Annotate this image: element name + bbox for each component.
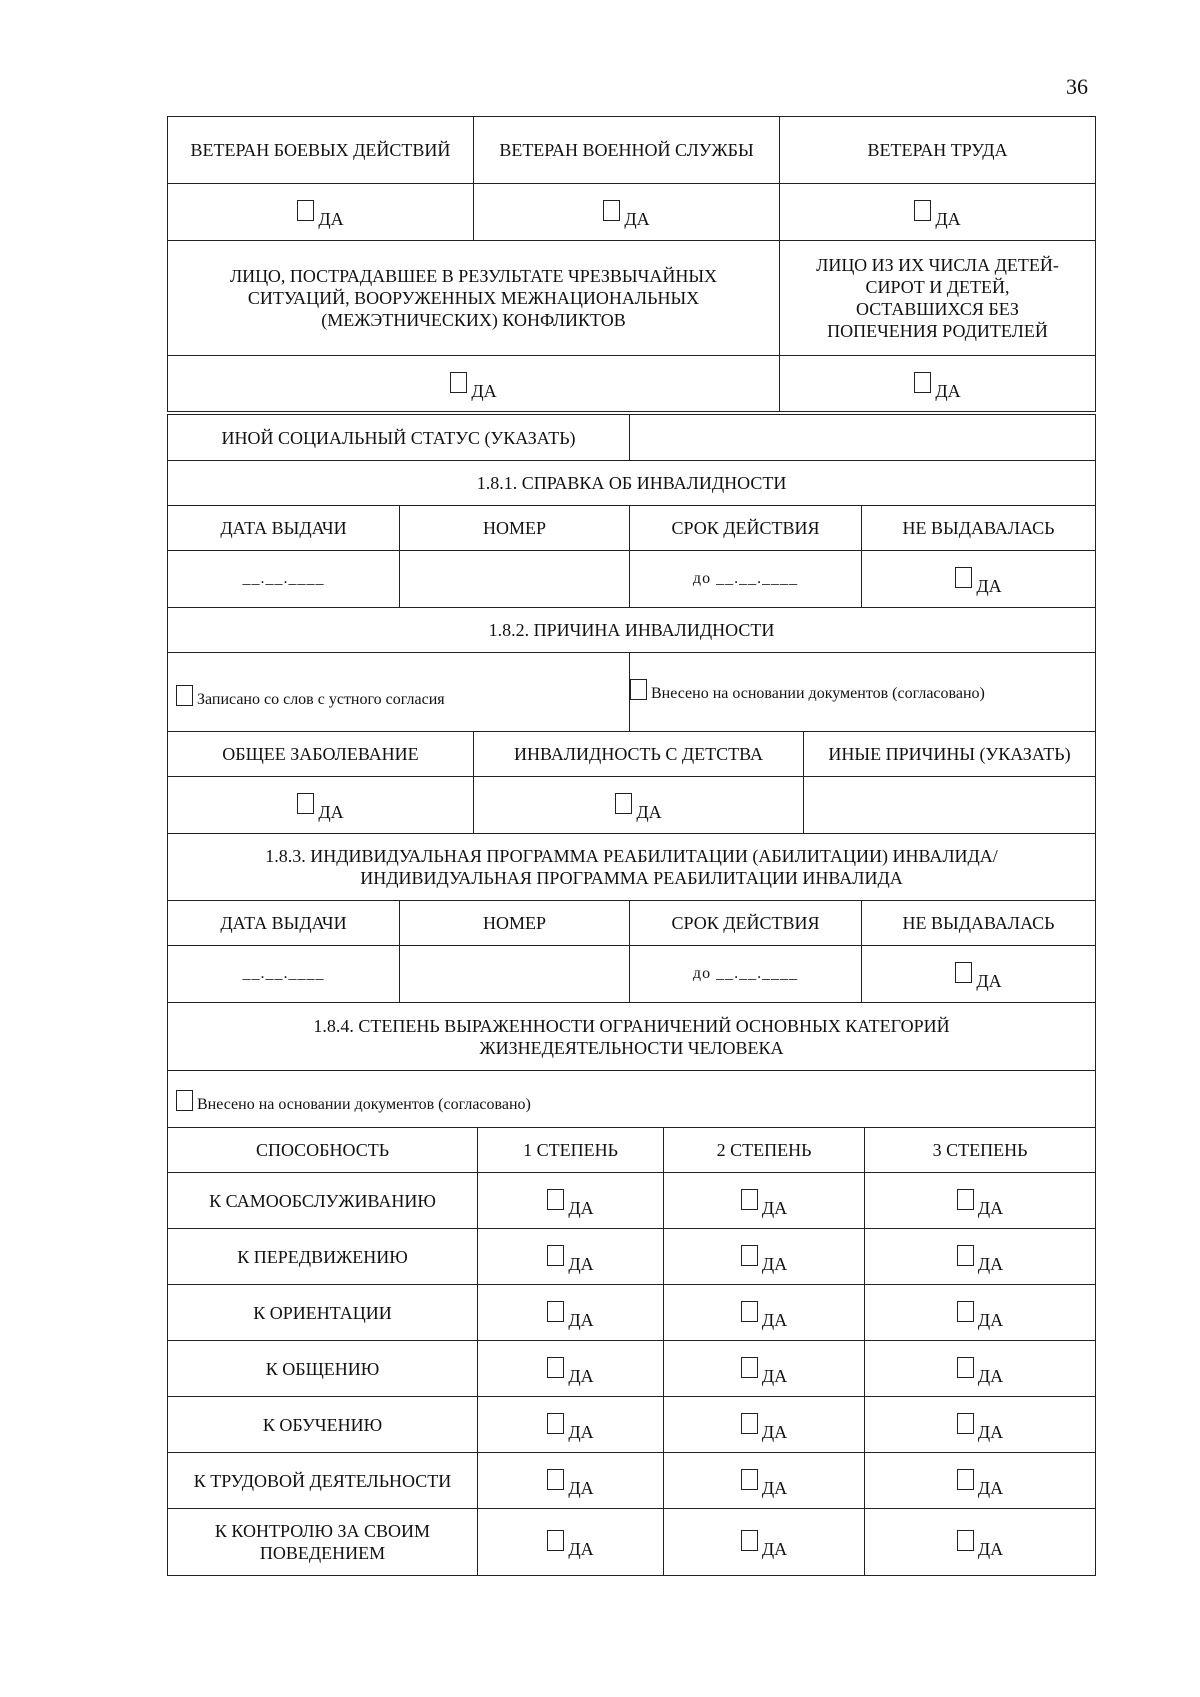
degree-3-checkbox[interactable] [957,1357,974,1378]
yes-label: ДА [977,1477,1004,1498]
degree-2-checkbox[interactable] [741,1413,758,1434]
ability-label: К ТРУДОВОЙ ДЕЯТЕЛЬНОСТИ [168,1453,478,1509]
table-row [168,1341,1096,1397]
veteran-labor-checkbox[interactable] [914,200,931,221]
program-col-date: ДАТА ВЫДАЧИ [168,901,400,946]
yes-label: ДА [761,1477,788,1498]
degree-1-checkbox[interactable] [547,1469,564,1490]
yes-label: ДА [977,1197,1004,1218]
limitations-header-table [167,1002,1096,1128]
rehab-program-table [167,833,1096,1003]
orphans-checkbox[interactable] [914,372,931,393]
degree-2-checkbox[interactable] [741,1301,758,1322]
verbal-consent-checkbox[interactable] [176,685,193,706]
program-not-issued-checkbox[interactable] [955,962,972,983]
cert-validity-field[interactable]: до __.__.____ [630,551,862,608]
table-row [168,1285,1096,1341]
other-causes-field[interactable] [804,777,1096,834]
cert-number-field[interactable] [400,551,630,608]
yes-label: ДА [761,1421,788,1442]
yes-label: ДА [624,209,650,229]
degree-2-checkbox[interactable] [741,1469,758,1490]
table-row [168,1509,1096,1576]
degree-3-checkbox[interactable] [957,1530,974,1551]
limits-col-degree-1: 1 СТЕПЕНЬ [478,1128,664,1173]
degree-3-checkbox[interactable] [957,1189,974,1210]
degree-2-checkbox[interactable] [741,1245,758,1266]
degree-3-checkbox[interactable] [957,1469,974,1490]
certificate-section-title: 1.8.1. СПРАВКА ОБ ИНВАЛИДНОСТИ [168,461,1096,506]
ability-label: К ОБЩЕНИЮ [168,1341,478,1397]
cert-col-not-issued: НЕ ВЫДАВАЛАСЬ [862,506,1096,551]
cert-col-date: ДАТА ВЫДАЧИ [168,506,400,551]
yes-label: ДА [976,576,1002,596]
cause-section-title: 1.8.2. ПРИЧИНА ИНВАЛИДНОСТИ [168,608,1096,653]
degree-1-checkbox[interactable] [547,1245,564,1266]
yes-label: ДА [568,1539,594,1559]
disability-cause-table [167,731,1096,834]
degree-1-checkbox[interactable] [547,1530,564,1551]
yes-label: ДА [976,971,1002,991]
program-date-field[interactable]: __.__.____ [168,946,400,1003]
veteran-combat-label: ВЕТЕРАН БОЕВЫХ ДЕЙСТВИЙ [168,117,474,184]
limitations-section-title: 1.8.4. СТЕПЕНЬ ВЫРАЖЕННОСТИ ОГРАНИЧЕНИЙ ОСНОВНЫХ КАТЕГОРИЙ ЖИЗНЕДЕЯТЕЛЬНОСТИ ЧЕЛОВЕКА [168,1003,1096,1071]
documents-consent-checkbox[interactable] [630,679,647,700]
cert-col-number: НОМЕР [400,506,630,551]
yes-label: ДА [977,1253,1004,1274]
veteran-military-checkbox[interactable] [603,200,620,221]
yes-label: ДА [761,1365,788,1386]
social-status-table [167,116,1096,412]
veteran-labor-label: ВЕТЕРАН ТРУДА [780,117,1096,184]
veteran-military-label: ВЕТЕРАН ВОЕННОЙ СЛУЖБЫ [474,117,780,184]
other-status-label: ИНОЙ СОЦИАЛЬНЫЙ СТАТУС (УКАЗАТЬ) [168,415,630,461]
program-number-field[interactable] [400,946,630,1003]
emergency-victim-checkbox[interactable] [450,372,467,393]
yes-label: ДА [935,380,961,401]
yes-label: ДА [568,1477,594,1498]
yes-label: ДА [568,1197,594,1218]
emergency-victim-label: ЛИЦО, ПОСТРАДАВШЕЕ В РЕЗУЛЬТАТЕ ЧРЕЗВЫЧАЙНЫХ СИТУАЦИЙ, ВООРУЖЕННЫХ МЕЖНАЦИОНАЛЬНЫХ (МЕЖЭТНИЧЕСКИХ) КОНФЛИКТОВ [168,241,780,356]
table-row [168,1173,1096,1229]
cause-col-since-childhood: ИНВАЛИДНОСТЬ С ДЕТСТВА [474,732,804,777]
program-col-number: НОМЕР [400,901,630,946]
degree-3-checkbox[interactable] [957,1301,974,1322]
yes-label: ДА [568,1309,594,1330]
yes-label: ДА [568,1253,594,1274]
ability-label: К ПЕРЕДВИЖЕНИЮ [168,1229,478,1285]
verbal-consent-label: Записано со слов с устного согласия [197,691,445,708]
yes-label: ДА [568,1365,594,1386]
cause-col-general-disease: ОБЩЕЕ ЗАБОЛЕВАНИЕ [168,732,474,777]
documents-consent-label: Внесено на основании документов (согласовано) [651,685,985,702]
yes-label: ДА [977,1365,1004,1386]
limitations-documents-label: Внесено на основании документов (согласовано) [197,1096,531,1113]
program-col-validity: СРОК ДЕЙСТВИЯ [630,901,862,946]
since-childhood-checkbox[interactable] [615,793,632,814]
limits-col-degree-2: 2 СТЕПЕНЬ [664,1128,865,1173]
table-row [168,1229,1096,1285]
ability-label: К КОНТРОЛЮ ЗА СВОИМ ПОВЕДЕНИЕМ [168,1509,478,1576]
program-col-not-issued: НЕ ВЫДАВАЛАСЬ [862,901,1096,946]
yes-label: ДА [977,1421,1004,1442]
yes-label: ДА [471,380,497,401]
cert-col-validity: СРОК ДЕЙСТВИЯ [630,506,862,551]
degree-2-checkbox[interactable] [741,1530,758,1551]
orphans-label: ЛИЦО ИЗ ИХ ЧИСЛА ДЕТЕЙ-СИРОТ И ДЕТЕЙ, ОСТАВШИХСЯ БЕЗ ПОПЕЧЕНИЯ РОДИТЕЛЕЙ [780,241,1096,356]
yes-label: ДА [977,1539,1004,1559]
general-disease-checkbox[interactable] [297,793,314,814]
yes-label: ДА [761,1309,788,1330]
program-validity-field[interactable]: до __.__.____ [630,946,862,1003]
yes-label: ДА [977,1309,1004,1330]
yes-label: ДА [761,1539,788,1559]
other-status-input[interactable] [630,415,1096,461]
yes-label: ДА [761,1253,788,1274]
degree-1-checkbox[interactable] [547,1413,564,1434]
degree-1-checkbox[interactable] [547,1357,564,1378]
degree-1-checkbox[interactable] [547,1301,564,1322]
degree-1-checkbox[interactable] [547,1189,564,1210]
cert-not-issued-checkbox[interactable] [955,567,972,588]
table-row [168,1453,1096,1509]
ability-label: К ОРИЕНТАЦИИ [168,1285,478,1341]
yes-label: ДА [935,209,961,229]
limitations-table [167,1127,1096,1576]
cause-col-other: ИНЫЕ ПРИЧИНЫ (УКАЗАТЬ) [804,732,1096,777]
other-status-table [167,414,1096,461]
ability-label: К САМООБСЛУЖИВАНИЮ [168,1173,478,1229]
limits-col-degree-3: 3 СТЕПЕНЬ [865,1128,1096,1173]
limitations-documents-checkbox[interactable] [176,1090,193,1111]
yes-label: ДА [318,209,344,229]
degree-2-checkbox[interactable] [741,1357,758,1378]
ability-label: К ОБУЧЕНИЮ [168,1397,478,1453]
cert-date-field[interactable]: __.__.____ [168,551,400,608]
page-number: 36 [1066,74,1088,99]
yes-label: ДА [318,802,344,822]
program-section-title: 1.8.3. ИНДИВИДУАЛЬНАЯ ПРОГРАММА РЕАБИЛИТАЦИИ (АБИЛИТАЦИИ) ИНВАЛИДА/ИНДИВИДУАЛЬНАЯ ПРОГРАММА РЕАБИЛИТАЦИИ ИНВАЛИДА [168,834,1096,901]
veteran-combat-checkbox[interactable] [297,200,314,221]
table-row [168,1397,1096,1453]
degree-3-checkbox[interactable] [957,1245,974,1266]
yes-label: ДА [636,802,662,822]
yes-label: ДА [761,1197,788,1218]
limits-col-ability: СПОСОБНОСТЬ [168,1128,478,1173]
degree-2-checkbox[interactable] [741,1189,758,1210]
disability-certificate-table [167,460,1096,732]
yes-label: ДА [568,1421,594,1442]
degree-3-checkbox[interactable] [957,1413,974,1434]
